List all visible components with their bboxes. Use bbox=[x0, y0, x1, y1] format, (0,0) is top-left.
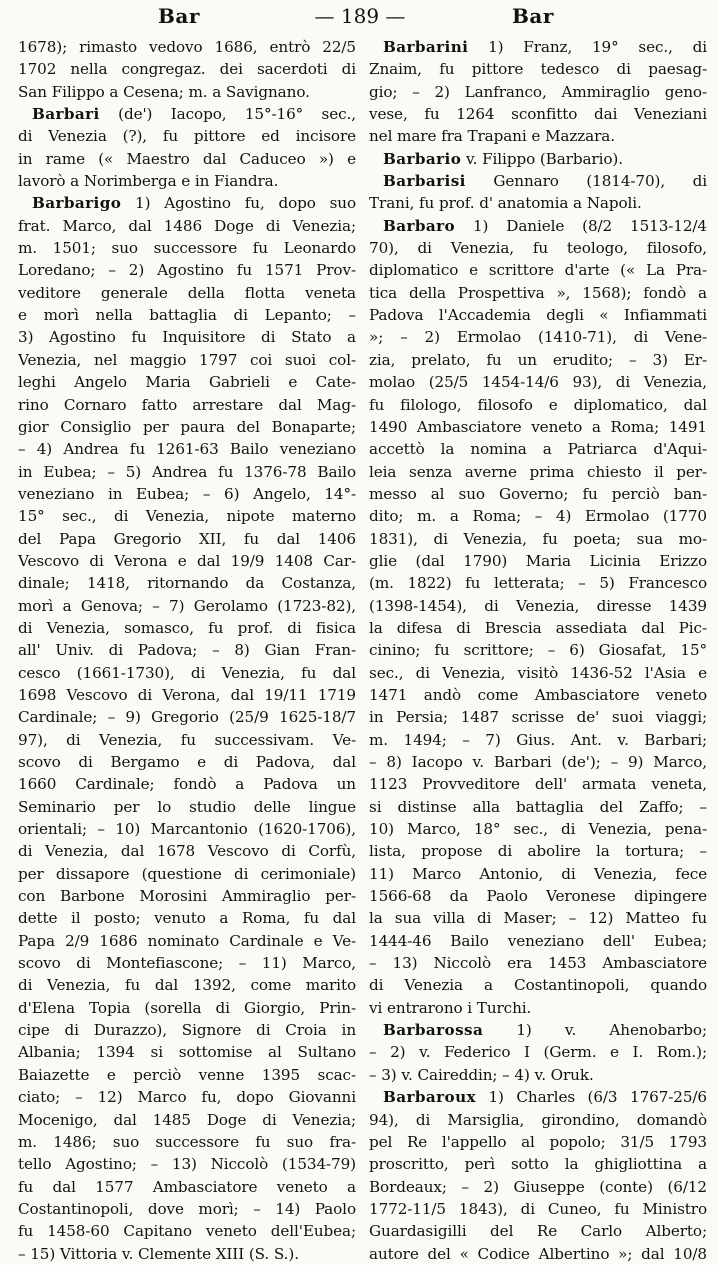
text-line: morì a Genova; – 7) Gerolamo (1723-82), bbox=[18, 596, 356, 615]
text-line: San Filippo a Cesena; m. a Savignano. bbox=[18, 82, 310, 101]
text-line: leia senza averne prima chiesto il per- bbox=[369, 462, 707, 481]
text-line: Padova l'Accademia degli « Infiammati bbox=[369, 306, 707, 325]
text-line: Baiazette e perciò venne 1395 scac- bbox=[18, 1065, 356, 1084]
text-line: fu dal 1577 Ambasciatore veneto a bbox=[18, 1177, 356, 1196]
text-line: – 4) Andrea fu 1261-63 Bailo veneziano bbox=[18, 440, 356, 459]
text-line: veditore generale della flotta veneta bbox=[18, 283, 356, 302]
text-line: (1398-1454), di Venezia, diresse 1439 bbox=[369, 596, 707, 615]
text-line: Cardinale; – 9) Gregorio (25/9 1625-18/7 bbox=[18, 708, 356, 727]
text-line: Barbario v. Filippo (Barbario). bbox=[383, 149, 623, 168]
text-line: 1566-68 da Paolo Veronese dipingere bbox=[369, 887, 707, 906]
text-line: 1471 andò come Ambasciatore veneto bbox=[369, 685, 707, 704]
text-line: Venezia, nel maggio 1797 coi suoi col- bbox=[18, 350, 356, 369]
text-line: Barbaroux 1) Charles (6/3 1767-25/6 bbox=[383, 1088, 707, 1107]
text-line: dinale; 1418, ritornando da Costanza, bbox=[18, 574, 356, 593]
text-line: scovo di Bergamo e di Padova, dal bbox=[18, 753, 356, 771]
text-line: all' Univ. di Padova; – 8) Gian Fran- bbox=[18, 641, 356, 660]
text-line: 3) Agostino fu Inquisitore di Stato a bbox=[18, 328, 356, 347]
text-line: fu 1458-60 Capitano veneto dell'Eubea; bbox=[18, 1222, 356, 1241]
text-line: proscritto, perì sotto la ghigliottina a bbox=[369, 1155, 707, 1174]
text-line: in rame (« Maestro dal Caduceo ») e bbox=[18, 149, 356, 168]
text-line: 1660 Cardinale; fondò a Padova un bbox=[18, 775, 356, 794]
text-line: – 2) v. Federico I (Germ. e I. Rom.); bbox=[369, 1043, 707, 1062]
text-line: la difesa di Brescia assediata dal Pic- bbox=[369, 618, 707, 637]
text-line: Barbarossa 1) v. Ahenobarbo; bbox=[383, 1021, 707, 1040]
text-line: cipe di Durazzo), Signore di Croia in bbox=[18, 1021, 356, 1040]
text-line: fu filologo, filosofo e diplomatico, dal bbox=[369, 395, 707, 414]
text-line: autore del « Codice Albertino »; dal 10/8 bbox=[369, 1244, 707, 1263]
text-line: Guardasigilli del Re Carlo Alberto; bbox=[369, 1222, 707, 1241]
text-line: Barbarisi Gennaro (1814-70), di bbox=[383, 172, 707, 191]
text-line: cesco (1661-1730), di Venezia, fu dal bbox=[18, 663, 356, 682]
text-line: Mocenigo, dal 1485 Doge di Venezia; bbox=[18, 1110, 356, 1129]
text-line: 97), di Venezia, fu successivam. Ve- bbox=[18, 730, 356, 749]
text-line: Bordeaux; – 2) Giuseppe (conte) (6/12 bbox=[369, 1177, 707, 1196]
text-line: 1678); rimasto vedovo 1686, entrò 22/5 bbox=[18, 38, 356, 56]
text-line: gior Consiglio per paura del Bonaparte; bbox=[18, 417, 356, 436]
text-line: dito; m. a Roma; – 4) Ermolao (1770 bbox=[369, 507, 707, 526]
text-line: ciato; – 12) Marco fu, dopo Giovanni bbox=[18, 1088, 356, 1107]
text-line: nel mare fra Trapani e Mazzara. bbox=[369, 127, 615, 146]
text-line: 1702 nella congregaz. dei sacerdoti di bbox=[18, 60, 356, 79]
text-line: leghi Angelo Maria Gabrieli e Cate- bbox=[18, 373, 356, 392]
text-line: con Barbone Morosini Ammiraglio per- bbox=[18, 887, 356, 906]
text-line: – 8) Iacopo v. Barbari (de'); – 9) Marco, bbox=[369, 753, 707, 771]
text-line: 11) Marco Antonio, di Venezia, fece bbox=[369, 864, 707, 883]
text-line: veneziano in Eubea; – 6) Angelo, 14°- bbox=[18, 484, 356, 503]
text-line: Barbari (de') Iacopo, 15°-16° sec., bbox=[32, 105, 356, 124]
text-line: 70), di Venezia, fu teologo, filosofo, bbox=[369, 239, 707, 258]
text-line: Barbarini 1) Franz, 19° sec., di bbox=[383, 38, 707, 56]
text-line: 1698 Vescovo di Verona, dal 19/11 1719 bbox=[18, 685, 356, 704]
left-column bbox=[18, 36, 356, 1265]
text-line: »; – 2) Ermolao (1410-71), di Vene- bbox=[369, 328, 707, 347]
text-line: in Eubea; – 5) Andrea fu 1376-78 Bailo bbox=[18, 462, 356, 481]
text-line: tica della Prospettiva », 1568); fondò a bbox=[369, 283, 707, 302]
text-line: Seminario per lo studio delle lingue bbox=[18, 797, 356, 816]
text-line: Loredano; – 2) Agostino fu 1571 Prov- bbox=[18, 261, 356, 280]
text-line: frat. Marco, dal 1486 Doge di Venezia; bbox=[18, 216, 356, 235]
text-line: 1831), di Venezia, fu poeta; sua mo- bbox=[369, 529, 707, 548]
text-line: vese, fu 1264 sconfitto dai Veneziani bbox=[369, 105, 707, 124]
text-line: – 15) Vittoria v. Clemente XIII (S. S.). bbox=[18, 1244, 299, 1263]
text-line: rino Cornaro fatto arrestare dal Mag- bbox=[18, 395, 356, 414]
text-line: cinino; fu scrittore; – 6) Giosafat, 15° bbox=[369, 641, 707, 660]
header-right-guide-word: Bar bbox=[512, 4, 554, 28]
text-line: di Venezia (?), fu pittore ed incisore bbox=[18, 127, 356, 146]
right-column bbox=[369, 36, 707, 1265]
running-header bbox=[0, 2, 718, 30]
page-number: — 189 — bbox=[314, 4, 406, 28]
text-line: scovo di Montefiascone; – 11) Marco, bbox=[18, 954, 356, 973]
text-line: Papa 2/9 1686 nominato Cardinale e Ve- bbox=[18, 931, 356, 950]
text-line: molao (25/5 1454-14/6 93), di Venezia, bbox=[369, 373, 707, 392]
text-line: e morì nella battaglia di Lepanto; – bbox=[18, 306, 356, 325]
text-line: Barbaro 1) Daniele (8/2 1513-12/4 bbox=[383, 216, 707, 235]
text-line: sec., di Venezia, visitò 1436-52 l'Asia e bbox=[369, 663, 707, 682]
text-line: m. 1486; suo successore fu suo fra- bbox=[18, 1132, 356, 1151]
text-line: per dissapore (questione di cerimoniale) bbox=[18, 864, 356, 883]
text-line: m. 1494; – 7) Gius. Ant. v. Barbari; bbox=[369, 730, 707, 749]
text-line: 10) Marco, 18° sec., di Venezia, pena- bbox=[369, 820, 707, 839]
text-line: si distinse alla battaglia del Zaffo; – bbox=[369, 797, 707, 816]
text-line: tello Agostino; – 13) Niccolò (1534-79) bbox=[18, 1155, 356, 1174]
text-line: 1772-11/5 1843), di Cuneo, fu Ministro bbox=[369, 1199, 707, 1218]
text-line: del Papa Gregorio XII, fu dal 1406 bbox=[18, 529, 356, 548]
text-line: 15° sec., di Venezia, nipote materno bbox=[18, 507, 356, 526]
text-line: dette il posto; venuto a Roma, fu dal bbox=[18, 909, 356, 928]
text-line: messo al suo Governo; fu perciò ban- bbox=[369, 484, 707, 503]
text-line: di Venezia, somasco, fu prof. di fisica bbox=[18, 618, 356, 637]
text-line: zia, prelato, fu un erudito; – 3) Er- bbox=[369, 350, 707, 369]
text-line: diplomatico e scrittore d'arte (« La Pra- bbox=[369, 261, 707, 280]
text-line: m. 1501; suo successore fu Leonardo bbox=[18, 239, 356, 258]
text-line: Albania; 1394 si sottomise al Sultano bbox=[18, 1043, 356, 1062]
text-line: lavorò a Norimberga e in Fiandra. bbox=[18, 172, 279, 191]
text-line: la sua villa di Maser; – 12) Matteo fu bbox=[369, 909, 707, 928]
text-line: (m. 1822) fu letterata; – 5) Francesco bbox=[369, 574, 707, 593]
text-line: vi entrarono i Turchi. bbox=[369, 998, 532, 1017]
text-line: 1444-46 Bailo veneziano dell' Eubea; bbox=[369, 931, 707, 950]
text-line: pel Re l'appello al popolo; 31/5 1793 bbox=[369, 1132, 707, 1151]
text-line: Barbarigo 1) Agostino fu, dopo suo bbox=[32, 194, 356, 213]
text-line: di Venezia a Costantinopoli, quando bbox=[369, 976, 707, 995]
text-line: d'Elena Topia (sorella di Giorgio, Prin- bbox=[18, 998, 356, 1017]
text-line: accettò la nomina a Patriarca d'Aqui- bbox=[369, 440, 707, 459]
text-line: di Venezia, fu dal 1392, come marito bbox=[18, 976, 356, 995]
text-line: orientali; – 10) Marcantonio (1620-1706), bbox=[18, 820, 356, 839]
text-line: 1123 Provveditore dell' armata veneta, bbox=[369, 775, 707, 794]
text-line: glie (dal 1790) Maria Licinia Erizzo bbox=[369, 551, 707, 570]
header-left-guide-word: Bar bbox=[158, 4, 200, 28]
text-line: in Persia; 1487 scrisse de' suoi viaggi; bbox=[369, 708, 707, 727]
text-line: – 13) Niccolò era 1453 Ambasciatore bbox=[369, 954, 707, 973]
text-line: di Venezia, dal 1678 Vescovo di Corfù, bbox=[18, 842, 356, 861]
text-line: Vescovo di Verona e dal 19/9 1408 Car- bbox=[18, 551, 356, 570]
text-line: 1490 Ambasciatore veneto a Roma; 1491 bbox=[369, 417, 707, 436]
text-line: Trani, fu prof. d' anatomia a Napoli. bbox=[369, 194, 642, 213]
text-line: Costantinopoli, dove morì; – 14) Paolo bbox=[18, 1199, 356, 1218]
text-line: gio; – 2) Lanfranco, Ammiraglio geno- bbox=[369, 82, 707, 101]
text-line: Znaim, fu pittore tedesco di paesag- bbox=[369, 60, 707, 79]
text-line: 94), di Marsiglia, girondino, domandò bbox=[369, 1110, 707, 1129]
text-line: lista, propose di abolire la tortura; – bbox=[369, 842, 707, 861]
text-line: – 3) v. Caireddin; – 4) v. Oruk. bbox=[369, 1065, 594, 1084]
